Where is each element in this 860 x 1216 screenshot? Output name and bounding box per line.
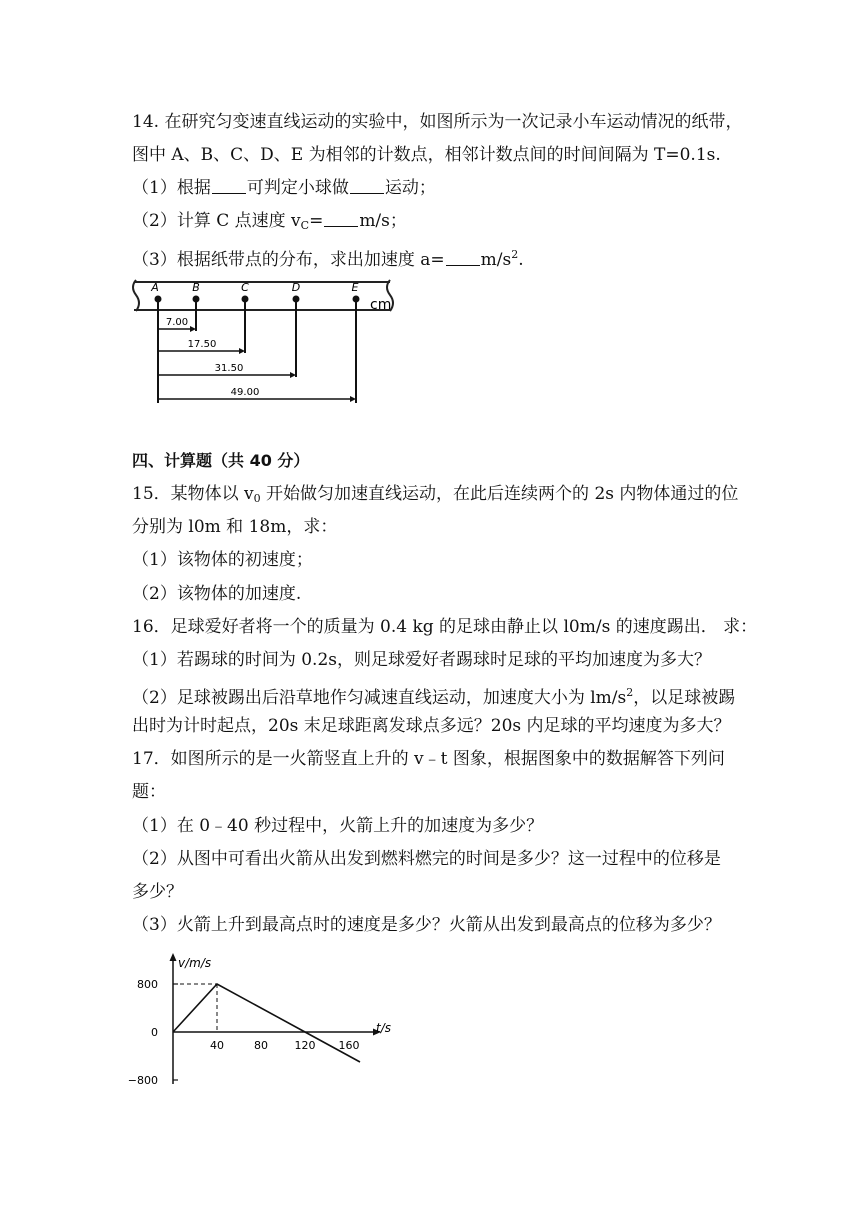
x-tick-label: 160 bbox=[338, 1039, 360, 1052]
q14-part1-text-c: 运动； bbox=[384, 178, 436, 198]
q17-line2: 题： bbox=[132, 782, 166, 802]
q16-part1: （1）若踢球的时间为 0.2s，则足球爱好者踢球时足球的平均加速度为多大？ bbox=[132, 650, 711, 670]
y-tick-label: 800 bbox=[137, 978, 158, 991]
tape-distance-label: 31.50 bbox=[214, 363, 244, 374]
tape-point-label: A bbox=[151, 281, 159, 294]
q14-part2 bbox=[132, 209, 407, 238]
q14-part3-superscript: 2 bbox=[511, 248, 519, 261]
q17-part2-line2: 多少？ bbox=[132, 882, 183, 902]
tape-point-label: C bbox=[241, 281, 249, 294]
q14-part2-text-b: = bbox=[309, 211, 324, 231]
q14-part1-text-b: 可判定小球做 bbox=[246, 178, 349, 198]
q16-part2-text-b: ，以足球被踢 bbox=[633, 688, 736, 708]
q16-part2-text-a: （2）足球被踢出后沿草地作匀减速直线运动，加速度大小为 lm/s bbox=[132, 688, 627, 708]
tape-unit-label: cm bbox=[370, 297, 392, 313]
q16-line1: 16．足球爱好者将一个的质量为 0.4 kg 的足球由静止以 l0m/s 的速度踢出． 求： bbox=[132, 617, 758, 637]
answer-blank[interactable] bbox=[350, 177, 384, 194]
tape-distance-label: 17.50 bbox=[187, 339, 217, 350]
q15-line1-text-b: 开始做匀加速直线运动，在此后连续两个的 2s 内物体通过的位 bbox=[260, 484, 739, 504]
q14-part3-text-b: m/s bbox=[480, 250, 512, 270]
q15-line1 bbox=[132, 482, 738, 511]
q14-part2-subscript: C bbox=[300, 219, 310, 232]
x-tick-label: 120 bbox=[294, 1039, 316, 1052]
tape-distance-label: 7.00 bbox=[165, 317, 189, 328]
q17-part2-line1: （2）从图中可看出火箭从出发到燃料燃完的时间是多少？这一过程中的位移是 bbox=[132, 849, 721, 869]
q15-part2: （2）该物体的加速度. bbox=[132, 584, 302, 604]
tape-point-label: D bbox=[291, 281, 301, 294]
q14-part1 bbox=[132, 176, 436, 200]
y-tick-label: −800 bbox=[127, 1074, 158, 1087]
tape-point-label: E bbox=[351, 281, 359, 294]
q16-part2-line2: 出时为计时起点，20s 末足球距离发球点多远？20s 内足球的平均速度为多大？ bbox=[132, 716, 731, 736]
q14-part3-text-c: . bbox=[518, 250, 524, 270]
q16-part2-superscript: 2 bbox=[626, 686, 634, 699]
q14-part3 bbox=[132, 243, 524, 272]
q17-line1: 17．如图所示的是一火箭竖直上升的 v﹣t 图象，根据图象中的数据解答下列问 bbox=[132, 749, 725, 769]
answer-blank[interactable] bbox=[324, 210, 358, 227]
q15-line1-text-a: 15．某物体以 v bbox=[132, 484, 254, 504]
answer-blank[interactable] bbox=[212, 177, 246, 194]
y-axis-arrow bbox=[170, 953, 177, 961]
q15-part1: （1）该物体的初速度； bbox=[132, 550, 313, 570]
q15-subscript: 0 bbox=[253, 492, 261, 505]
q14-line2: 图中 A、B、C、D、E 为相邻的计数点，相邻计数点间的时间间隔为 T=0.1s. bbox=[132, 145, 721, 165]
y-axis-label: v/m/s bbox=[178, 956, 212, 970]
q17-part1: （1）在 0﹣40 秒过程中，火箭上升的加速度为多少？ bbox=[132, 816, 544, 836]
q14-line1: 14. 在研究匀变速直线运动的实验中，如图所示为一次记录小车运动情况的纸带， bbox=[132, 112, 743, 132]
answer-blank[interactable] bbox=[446, 249, 480, 266]
origin-label: 0 bbox=[151, 1026, 158, 1039]
q15-line2: 分别为 l0m 和 18m，求： bbox=[132, 517, 338, 537]
x-axis-label: t/s bbox=[376, 1021, 391, 1035]
tape-point-label: B bbox=[192, 281, 200, 294]
x-tick-label: 80 bbox=[254, 1039, 268, 1052]
q17-part3: （3）火箭上升到最高点时的速度是多少？火箭从出发到最高点的位移为多少？ bbox=[132, 915, 721, 935]
section-title: 四、计算题（共 40 分） bbox=[132, 451, 310, 470]
paper-tape-diagram bbox=[128, 275, 400, 409]
tape-distance-label: 49.00 bbox=[230, 387, 260, 398]
q16-part2 bbox=[132, 681, 735, 710]
q14-part2-text-a: （2）计算 C 点速度 v bbox=[132, 211, 301, 231]
q14-part1-text-a: （1）根据 bbox=[132, 178, 211, 198]
q14-part2-text-c: m/s； bbox=[359, 211, 407, 231]
q14-part3-text-a: （3）根据纸带点的分布，求出加速度 a= bbox=[132, 250, 445, 270]
velocity-time-chart bbox=[127, 950, 396, 1088]
x-tick-label: 40 bbox=[210, 1039, 224, 1052]
